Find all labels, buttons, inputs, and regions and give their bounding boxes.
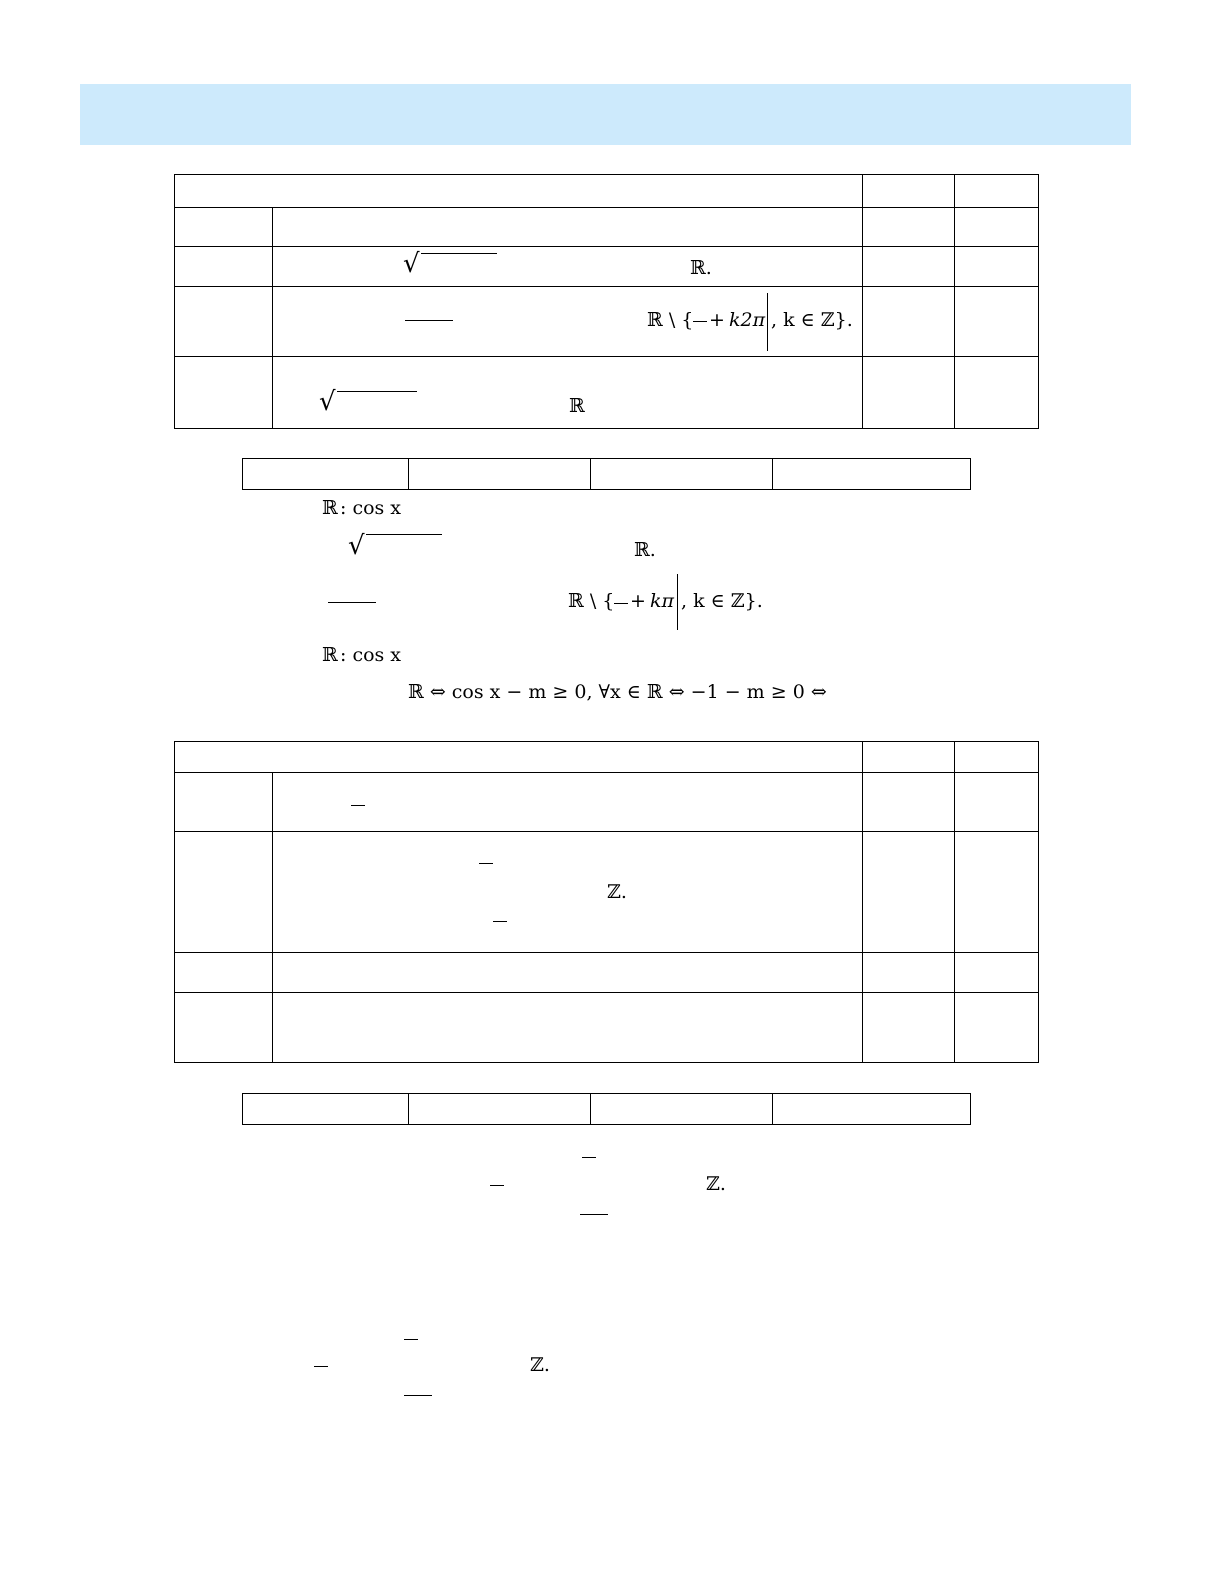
q1-c-plus: + xyxy=(709,309,725,331)
sol1-line4-R: ℝ xyxy=(322,644,338,666)
q2-option-b-row xyxy=(175,832,1039,953)
q1-option-b-row xyxy=(175,247,1039,287)
question-2-table xyxy=(174,741,1039,1063)
fraction-bar xyxy=(580,1214,608,1215)
question-1-table xyxy=(174,174,1039,429)
fraction-bar xyxy=(614,603,628,604)
set-divider xyxy=(677,574,678,630)
sol1-line3-start: ℝ \ { xyxy=(568,590,615,612)
q1-c-set-start: ℝ \ { xyxy=(647,309,694,331)
sol2-integers-2: ℤ. xyxy=(530,1354,550,1376)
sol1-line5: ℝ ⇔ cos x − m ≥ 0, ∀x ∈ ℝ ⇔ −1 − m ≥ 0 ⇔ xyxy=(408,681,827,703)
q1-option-d-row xyxy=(175,357,1039,429)
fraction-bar xyxy=(351,805,365,806)
q1-b-domain: ℝ. xyxy=(690,257,712,279)
fraction-bar xyxy=(693,321,707,322)
fraction-bar xyxy=(314,1366,328,1367)
q2-option-d-row xyxy=(175,993,1039,1063)
sol1-line3-end: , k ∈ ℤ}. xyxy=(681,590,763,612)
q2-option-a-row xyxy=(175,773,1039,832)
q1-d-domain: ℝ xyxy=(569,395,585,417)
q1-option-a-row xyxy=(175,208,1039,247)
sol1-line4-cos: : cos x xyxy=(340,644,402,666)
sol1-line1-cos: : cos x xyxy=(340,497,402,519)
fraction-bar xyxy=(328,602,376,603)
q1-header-row xyxy=(175,175,1039,208)
sol2-integers-1: ℤ. xyxy=(706,1173,726,1195)
fraction-bar xyxy=(479,863,493,864)
fraction-bar xyxy=(405,320,453,321)
q1-c-set-end: , k ∈ ℤ}. xyxy=(771,309,853,331)
sqrt-bar xyxy=(366,534,442,535)
fraction-bar xyxy=(404,1339,418,1340)
sol1-line3-plus: + xyxy=(630,590,646,612)
sqrt-bar xyxy=(421,253,497,254)
q2-b-integers: ℤ. xyxy=(607,881,627,903)
sol1-line1-R: ℝ xyxy=(322,497,338,519)
q1-option-c-row xyxy=(175,287,1039,357)
sqrt-symbol: √ xyxy=(348,531,365,561)
sqrt-symbol: √ xyxy=(319,387,336,417)
sol1-line3-kpi: kπ xyxy=(650,590,675,612)
sqrt-bar xyxy=(337,391,417,392)
q2-option-c-row xyxy=(175,953,1039,993)
sqrt-symbol: √ xyxy=(403,249,420,279)
answer-table-1 xyxy=(242,458,971,490)
sol1-line2-domain: ℝ. xyxy=(634,539,656,561)
fraction-bar xyxy=(493,921,507,922)
set-divider xyxy=(767,293,768,351)
q2-header-row xyxy=(175,742,1039,773)
fraction-bar xyxy=(490,1185,504,1186)
header-banner xyxy=(80,84,1131,145)
answer-table-2 xyxy=(242,1093,971,1125)
fraction-bar xyxy=(404,1395,432,1396)
fraction-bar xyxy=(582,1157,596,1158)
q1-c-k2pi: k2π xyxy=(729,309,766,331)
